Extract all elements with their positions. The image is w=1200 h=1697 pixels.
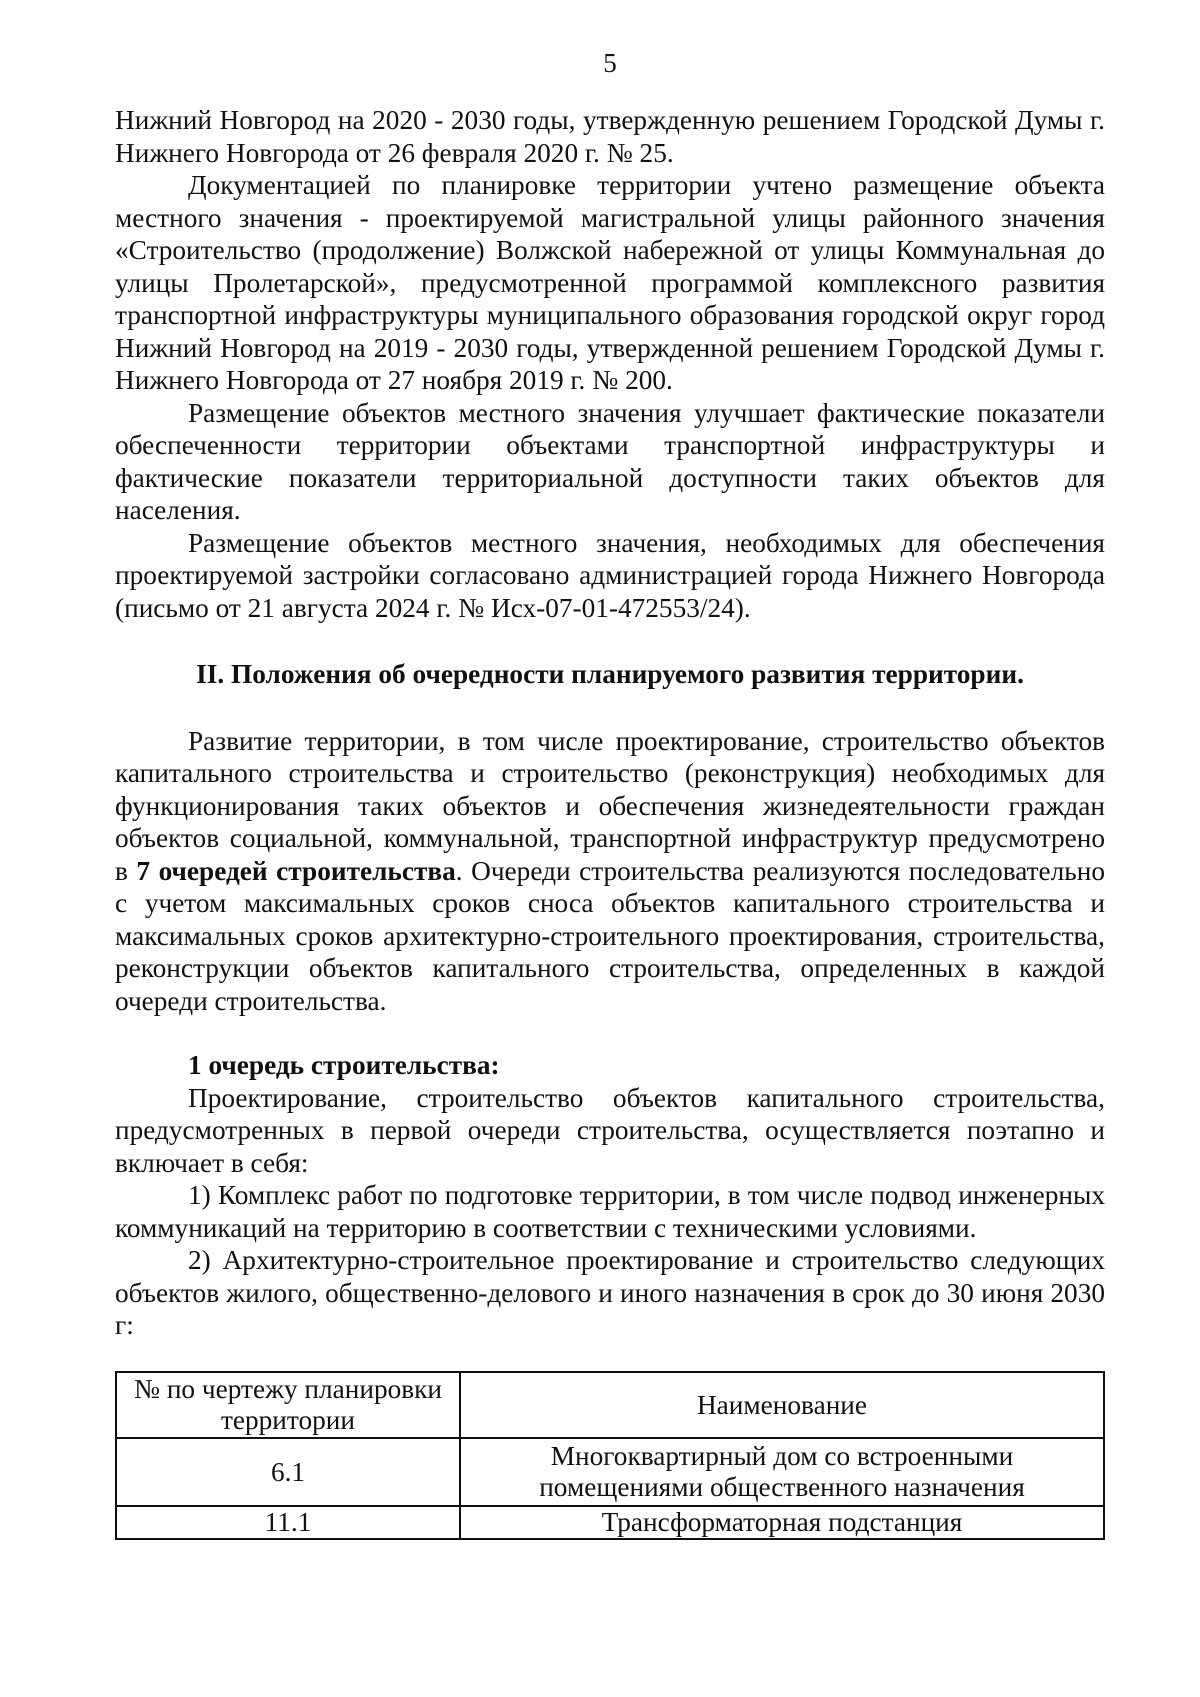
- table-header-cell: Наименование: [460, 1372, 1104, 1438]
- paragraph-development-stages-text-after: . Очереди строительства реализуются последовательно с учетом максимальных сроков сноса объектов капитального строительства и максимальных сроков архитектурно-строительного проектирования, строительства, реконструкции объектов капитального строительства, определенных в каждой очереди строительства.: [115, 855, 1106, 1016]
- table-cell-number: 11.1: [116, 1506, 460, 1539]
- objects-table: [115, 1371, 1105, 1540]
- table-row: [116, 1506, 1104, 1539]
- paragraph-development-stages-text-before: Развитие территории, в том числе проектирование, строительство объектов капитального строительства и строительство (реконструкция) необходимых для функционирования таких объектов и обеспечения жизнедеятельности граждан объектов социальной, коммунальной, транспортной инфраструктур предусмотрено в: [115, 725, 1105, 886]
- paragraph-development-stages: [115, 725, 1105, 1018]
- table-cell-number: 6.1: [116, 1438, 460, 1506]
- table-row: [116, 1438, 1104, 1506]
- stages-count-bold: 7 очередей строительства: [136, 855, 456, 886]
- stage-1-item-2: 2) Архитектурно-строительное проектирование и строительство следующих объектов жилого, общественно-делового и иного назначения в срок до 30 июня 2030 г:: [115, 1245, 1105, 1340]
- paragraph-local-objects-indicators: Размещение объектов местного значения улучшает фактические показатели обеспеченности территории объектами транспортной инфраструктуры и фактические показатели территориальной доступности таких объектов для населения.: [115, 397, 1105, 525]
- stage-1-intro: Проектирование, строительство объектов капитального строительства, предусмотренных в первой очереди строительства, осуществляется поэтапно и включает в себя:: [115, 1082, 1105, 1178]
- table-cell-name: Трансформаторная подстанция: [460, 1506, 1104, 1539]
- stage-1-item-1: 1) Комплекс работ по подготовке территории, в том числе подвод инженерных коммуникаций на территорию в соответствии с техническими условиями.: [115, 1180, 1105, 1243]
- table-header-row: [116, 1372, 1104, 1438]
- stage-1-heading: 1 очередь строительства:: [188, 1050, 500, 1080]
- table-header-cell: № по чертежу планировки территории: [116, 1372, 460, 1438]
- paragraph-local-objects-approval: Размещение объектов местного значения, необходимых для обеспечения проектируемой застройки согласовано администрацией города Нижнего Новгорода (письмо от 21 августа 2024 г. № Исх-07-01-472553/24).: [115, 527, 1105, 623]
- document-body: [115, 104, 1105, 1342]
- section-title: II. Положения об очередности планируемого развития территории.: [196, 659, 1024, 689]
- page-number: 5: [603, 48, 617, 78]
- paragraph-planning-documentation: Документацией по планировке территории учтено размещение объекта местного значения - проектируемой магистральной улицы районного значения «Строительство (продолжение) Волжской набережной от улицы Коммунальная до улицы Пролетарской», предусмотренной программой комплексного развития транспортной инфраструктуры муниципального образования городской округ город Нижний Новгород на 2019 - 2030 годы, утвержденной решением Городской Думы г. Нижнего Новгорода от 27 ноября 2019 г. № 200.: [115, 170, 1105, 395]
- table-cell-name: Многоквартирный дом со встроенными помещениями общественного назначения: [460, 1438, 1104, 1506]
- paragraph-continuation: Нижний Новгород на 2020 - 2030 годы, утвержденную решением Городской Думы г. Нижнего Новгорода от 26 февраля 2020 г. № 25.: [115, 105, 1105, 168]
